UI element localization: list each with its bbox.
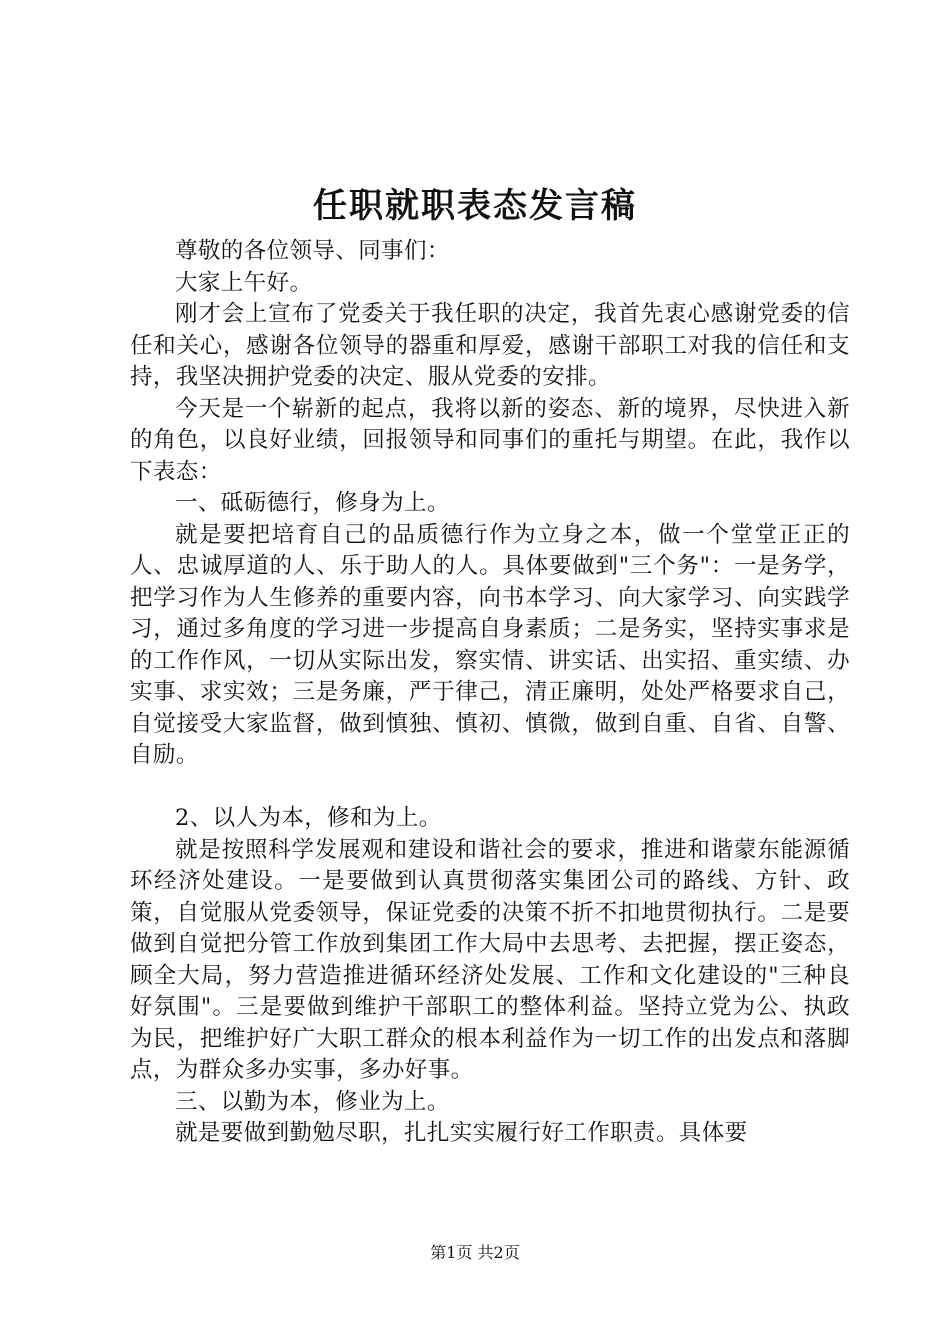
paragraph: 刚才会上宣布了党委关于我任职的决定，我首先衷心感谢党委的信任和关心，感谢各位领导的器重和厚爱，感谢干部职工对我的信任和支持，我坚决拥护党委的决定、服从党委的安排。	[130, 301, 850, 390]
greeting: 大家上午好。	[175, 269, 313, 296]
document-body	[130, 236, 850, 1150]
section-heading: 2、以人为本，修和为上。	[175, 805, 442, 831]
paragraph: 今天是一个崭新的起点，我将以新的姿态、新的境界，尽快进入新的角色，以良好业绩，回报领导和同事们的重托与期望。在此，我作以下表态：	[130, 395, 850, 485]
paragraph: 就是要做到勤勉尽职，扎扎实实履行好工作职责。具体要	[175, 1120, 748, 1146]
section-heading: 一、砥砺德行，修身为上。	[175, 490, 450, 516]
page-number-footer: 第1页 共2页	[430, 1243, 520, 1262]
salutation: 尊敬的各位领导、同事们：	[175, 238, 450, 264]
paragraph: 就是按照科学发展观和建设和谐社会的要求，推进和谐蒙东能源循环经济处建设。一是要做到认真贯彻落实集团公司的路线、方针、政策，自觉服从党委领导，保证党委的决策不折不扣地贯彻执行。二是要做到自觉把分管工作放到集团工作大局中去思考、去把握，摆正姿态，顾全大局，努力营造推进循环经济处发展、工作和文化建设的"三种良好氛围"。三是要做到维护干部职工的整体利益。坚持立党为公、执政为民，把维护好广大职工群众的根本利益作为一切工作的出发点和落脚点，为群众多办实事，多办好事。	[130, 836, 850, 1083]
section-heading: 三、以勤为本，修业为上。	[175, 1088, 450, 1115]
document-title: 任职就职表态发言稿	[313, 186, 637, 226]
paragraph: 就是要把培育自己的品质德行作为立身之本，做一个堂堂正正的人、忠诚厚道的人、乐于助人的人。具体要做到"三个务"：一是务学，把学习作为人生修养的重要内容，向书本学习、向大家学习、向实践学习，通过多角度的学习进一步提高自身素质；二是务实，坚持实事求是的工作作风，一切从实际出发，察实情、讲实话、出实招、重实绩、办实事、求实效；三是务廉，严于律己，清正廉明，处处严格要求自己，自觉接受大家监督，做到慎独、慎初、慎微，做到自重、自省、自警、自励。	[130, 521, 850, 768]
